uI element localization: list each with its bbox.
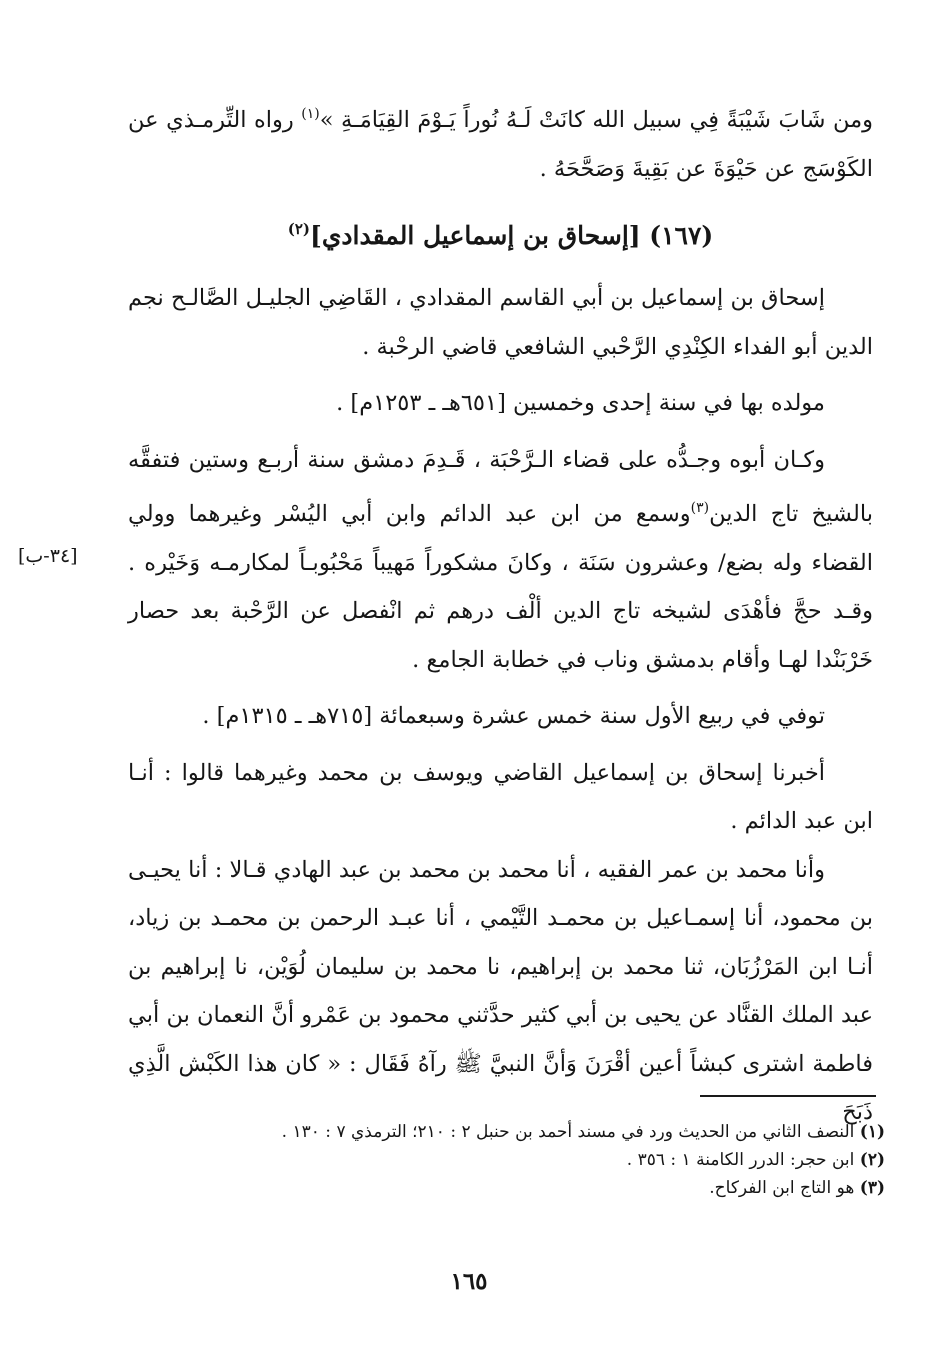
- footnote-3: [128, 1176, 885, 1201]
- entry-heading-text: (١٦٧) [إسحاق بن إسماعيل المقدادي]: [310, 221, 714, 250]
- paragraph-isnad: وأنا محمد بن عمر الفقيه ، أنا محمد بن محمد بن عبد الهادي قـالا : أنا يحيـى بن محمود، أنا إسمـاعيل بن محمـد التَّيْمي ، أنا عبـد الرحمن بن محمـد بن زياد، أنـا ابن المَرْزُبَان، ثنا محمد بن إبراهيم، نا محمد بن سليمان لُوَيْن، نا إبراهيم بن عبد الملك القنَّاد عن يحيى بن أبي كثير حدَّثني محمود بن عَمْرو أنَّ النعمان بن أبي فاطمة اشترى كبشاً أعين أقْرَنَ وَأنَّ النبيَّ ﷺ رآهُ فَقَال : « كان هذا الكَبْش الَّذِي ذَبَحَ: [128, 856, 873, 1125]
- biography-text-a: وكـان أبوه وجـدُّه على قضاء الـرَّحْبَة ، قَـدِمَ دمشق سنة أربـع وستين فتفقَّه بالشيخ تاج الدين: [128, 446, 873, 527]
- folio-margin-note: [٣٤-ب]: [18, 545, 78, 567]
- main-text: [128, 90, 873, 1137]
- paragraph-name: إسحاق بن إسماعيل بن أبي القاسم المقدادي ، القَاضِي الجليـل الصَّالـح نجم الدين أبو الفداء الكِنْدِي الرَّحْبي الشافعي قاضي الرحْبة .: [128, 285, 873, 360]
- footnote-ref-1[interactable]: (١): [301, 106, 320, 122]
- footnote-divider: [700, 1095, 876, 1097]
- footnote-text: هو التاج ابن الفركاح.: [709, 1178, 855, 1198]
- footnote-1: [128, 1120, 885, 1145]
- footnote-ref-3[interactable]: (٣): [690, 500, 710, 516]
- footnote-text: ابن حجر: الدرر الكامنة ١ : ٣٥٦ .: [626, 1150, 855, 1170]
- footnotes: [128, 1120, 885, 1204]
- footnote-ref-2[interactable]: (٢): [287, 220, 310, 238]
- intro-paragraph: [128, 90, 873, 193]
- entry-heading: [128, 205, 873, 260]
- paragraph-birth: مولده بها في سنة إحدى وخمسين [٦٥١هـ ـ ١٢٥٣م] .: [336, 390, 825, 416]
- footnote-text: النصف الثاني من الحديث ورد في مسند أحمد بن حنبل ٢ : ٢١٠؛ الترمذي ٧ : ١٣٠ .: [281, 1122, 855, 1142]
- footnote-number: (٣): [859, 1178, 885, 1198]
- paragraph-transmission: أخبرنا إسحاق بن إسماعيل القاضي ويوسف بن محمد وغيرهما قالوا : أنـا ابن عبد الدائم .: [128, 759, 873, 834]
- paragraph-biography: [128, 436, 873, 685]
- footnote-number: (٢): [859, 1150, 885, 1170]
- page-number: ١٦٥: [450, 1268, 488, 1295]
- footnote-number: (١): [859, 1122, 885, 1142]
- intro-text: ومن شَابَ شَيْبَةً فِي سبيل الله كانَتْ لَـهُ نُوراً يَـوْمَ القِيَامَـةِ »: [319, 107, 874, 133]
- intro-text-2: رواه التِّرمـذي عن الكَوْسَج عن حَيْوَةَ عن بَقِيةَ وَصَحَّحَهُ .: [128, 107, 873, 182]
- paragraph-death: توفي في ربيع الأول سنة خمس عشرة وسبعمائة [٧١٥هـ ـ ١٣١٥م] .: [202, 703, 825, 729]
- biography-text-b: وسمع من ابن عبد الدائم وابن أبي اليُسْر وغيرهما وولي القضاء وله بضع/ وعشرون سَنَة ، وكانَ مشكوراً مَهيباً مَحْبُوبـاً لمكارمـه وَخَيْره . وقـد حجَّ فأهْدَى لشيخه تاج الدين ألْف درهم ثم انْفصل عن الرَّحْبة بعد حصار خَرْبَنْدا لهـا وأقام بدمشق وناب في خطابة الجامع .: [128, 501, 873, 673]
- footnote-2: [128, 1148, 885, 1173]
